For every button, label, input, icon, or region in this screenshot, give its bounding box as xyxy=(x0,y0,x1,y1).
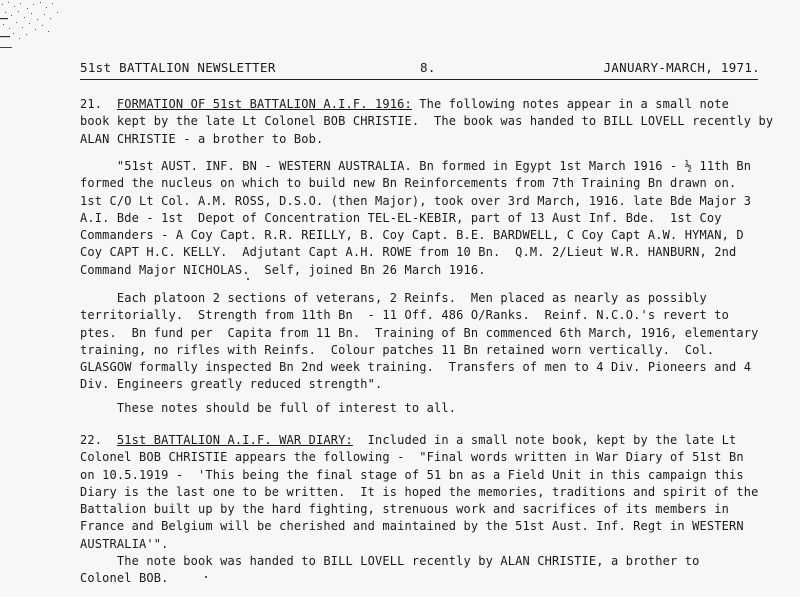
closing-paragraph xyxy=(80,553,770,588)
item-22-line: France and Belgium will be cherished and maintained by the 51st Aust. Inf. Regt in WESTERN xyxy=(80,519,744,534)
quote-line: Commanders - A Coy Capt. R.R. REILLY, B. Coy Capt. B.E. BARDWELL, C Coy Capt A.W. HYMAN, D xyxy=(80,228,744,243)
item-21 xyxy=(80,96,774,148)
item-22-heading: 51st BATTALION A.I.F. WAR DIARY: xyxy=(116,433,353,447)
closing-line: Colonel BOB. xyxy=(80,571,169,586)
item-22-line: Battalion built up by the hard fighting, strenuous work and sacrifices of its members in xyxy=(80,502,729,517)
interest-note xyxy=(80,400,770,417)
item-21-number: 21. xyxy=(80,97,103,111)
platoon-line: Each platoon 2 sections of veterans, 2 Reinfs. Men placed as nearly as possibly xyxy=(80,291,707,305)
page-number: 8. xyxy=(420,60,436,75)
platoon-line: territorially. Strength from 11th Bn - 11 Off. 486 O/Ranks. Reinf. N.C.O.'s revert to xyxy=(80,308,729,323)
quote-line: A.I. Bde - 1st Depot of Concentration TEL-EL-KEBIR, part of 13 Aust Inf. Bde. 1st Coy xyxy=(80,210,722,225)
closing-line: The note book was handed to BILL LOVELL recently by ALAN CHRISTIE, a brother to xyxy=(80,554,700,568)
newsletter-header xyxy=(80,60,760,78)
item-21-line-1 xyxy=(80,96,770,113)
item-21-line-3: ALAN CHRISTIE - a brother to Bob. xyxy=(80,131,324,146)
item-22-line: Colonel BOB CHRISTIE appears the following - "Final words written in War Diary of 51st Bn xyxy=(80,450,744,465)
item-21-heading: FORMATION OF 51st BATTALION A.I.F. 1916: xyxy=(116,97,412,111)
platoon-paragraph xyxy=(80,290,770,394)
item-22-line: Diary is the last one to be written. It is hoped the memories, traditions and spirit of the xyxy=(80,484,759,499)
quote-line: Coy CAPT H.C. KELLY. Adjutant Capt A.H. ROWE from 10 Bn. Q.M. 2/Lieut W.R. HANBURN, 2nd xyxy=(80,245,737,260)
item-22 xyxy=(80,432,770,553)
platoon-line: ptes. Bn fund per Capita from 11 Bn. Training of Bn commenced 6th March, 1916, elementary xyxy=(80,325,759,340)
platoon-line: Div. Engineers greatly reduced strength". xyxy=(80,377,383,392)
quote-line: Command Major NICHOLAS. Self, joined Bn 26 March 1916. xyxy=(80,262,486,277)
item-22-line: AUSTRALIA'". xyxy=(80,536,169,551)
item-21-line-2: book kept by the late Lt Colonel BOB CHRISTIE. The book was handed to BILL LOVELL recently by xyxy=(80,114,774,129)
header-divider xyxy=(80,79,758,80)
item-22-intro: Included in a small note book, kept by the late Lt xyxy=(352,433,737,447)
scan-speckle-artifact xyxy=(0,0,70,50)
item-21-intro: The following notes appear in a small note xyxy=(411,97,729,111)
issue-date: JANUARY-MARCH, 1971. xyxy=(603,60,760,75)
quote-line: 1st C/O Lt Col. A.M. ROSS, D.S.O. (then Major), took over 3rd March, 1916. late Bde Major 3 xyxy=(80,193,752,208)
quote-line: formed the nucleus on which to build new Bn Reinforcements from 7th Training Bn drawn on. xyxy=(80,176,737,191)
stray-mark xyxy=(205,576,207,578)
platoon-line: GLASGOW formally inspected Bn 2nd week training. Transfers of men to 4 Div. Pioneers and 4 xyxy=(80,360,752,375)
item-22-line-1 xyxy=(80,432,770,449)
quote-line: "51st AUST. INF. BN - WESTERN AUSTRALIA. Bn formed in Egypt 1st March 1916 - ½ 11th Bn xyxy=(80,159,752,173)
item-22-line: on 10.5.1919 - 'This being the final stage of 51 bn as a Field Unit in this campaign this xyxy=(80,467,744,482)
stray-mark xyxy=(247,278,249,280)
newsletter-title: 51st BATTALION NEWSLETTER xyxy=(80,60,276,75)
interest-note-text: These notes should be full of interest to all. xyxy=(80,401,457,415)
platoon-line: training, no rifles with Reinfs. Colour patches 11 Bn retained worn vertically. Col. xyxy=(80,342,715,357)
christie-notes-quote xyxy=(80,158,770,279)
item-22-number: 22. xyxy=(80,433,103,447)
